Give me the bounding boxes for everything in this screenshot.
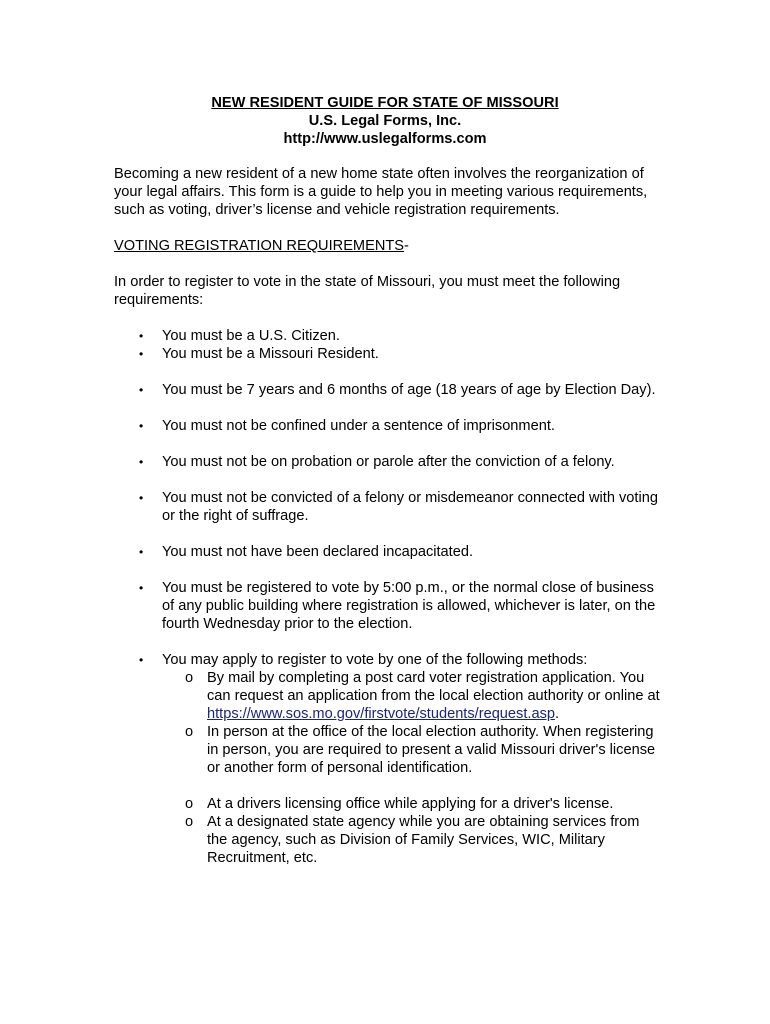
sub-bullet-icon: o bbox=[185, 670, 194, 686]
list-item bbox=[162, 723, 662, 777]
sub-bullet-icon: o bbox=[185, 814, 194, 830]
requirement-text: You must not be convicted of a felony or misdemeanor connected with voting or the right of suffrage. bbox=[162, 490, 658, 524]
voting-section-heading bbox=[114, 237, 674, 255]
list-item bbox=[114, 381, 662, 399]
document-body bbox=[114, 165, 674, 867]
requirement-text: You must not be confined under a sentence of imprisonment. bbox=[162, 418, 555, 434]
requirement-text: You must be 7 years and 6 months of age (18 years of age by Election Day). bbox=[162, 382, 656, 398]
sub-bullet-icon: o bbox=[185, 796, 194, 812]
method-in-person-text: In person at the office of the local election authority. When registering in person, you are required to present a valid Missouri driver's license or another form of personal identification. bbox=[207, 724, 656, 776]
voting-heading-suffix: - bbox=[404, 238, 409, 254]
list-item bbox=[114, 345, 662, 363]
method-mail-end: . bbox=[554, 706, 560, 722]
list-item bbox=[114, 543, 662, 561]
requirement-text: You must not have been declared incapacitated. bbox=[162, 544, 474, 560]
bullet-icon: • bbox=[139, 581, 144, 595]
document-title: NEW RESIDENT GUIDE FOR STATE OF MISSOURI bbox=[211, 95, 559, 111]
bullet-icon: • bbox=[139, 491, 144, 505]
list-item bbox=[114, 417, 662, 435]
voting-heading-text: VOTING REGISTRATION REQUIREMENTS bbox=[114, 238, 405, 254]
bullet-icon: • bbox=[139, 455, 144, 469]
bullet-icon: • bbox=[139, 653, 144, 667]
requirement-text: You must be a Missouri Resident. bbox=[162, 346, 379, 362]
bullet-icon: • bbox=[139, 545, 144, 559]
bullet-icon: • bbox=[139, 347, 144, 361]
requirement-text: You may apply to register to vote by one of the following methods: bbox=[162, 652, 588, 668]
list-item bbox=[114, 489, 662, 525]
method-state-agency-text: At a designated state agency while you are obtaining services from the agency, such as Division of Family Services, WIC, Military Recruitment, etc. bbox=[207, 814, 640, 866]
voting-lead-paragraph: In order to register to vote in the state of Missouri, you must meet the following requirements: bbox=[114, 274, 621, 308]
bullet-icon: • bbox=[139, 419, 144, 433]
list-item bbox=[114, 453, 662, 471]
requirement-text: You must not be on probation or parole after the conviction of a felony. bbox=[162, 454, 615, 470]
list-item bbox=[162, 795, 662, 813]
company-name: U.S. Legal Forms, Inc. bbox=[308, 113, 462, 129]
requirement-text: You must be registered to vote by 5:00 p.m., or the normal close of business of any public building where registration is allowed, whichever is later, on the fourth Wednesday prior to the election. bbox=[162, 580, 656, 632]
company-website: http://www.uslegalforms.com bbox=[283, 131, 487, 147]
bullet-icon: • bbox=[139, 329, 144, 343]
bullet-icon: • bbox=[139, 383, 144, 397]
intro-paragraph: Becoming a new resident of a new home state often involves the reorganization of your legal affairs. This form is a guide to help you in meeting various requirements, such as voting, driver’s license and vehicle registration requirements. bbox=[114, 166, 648, 218]
method-drivers-office-text: At a drivers licensing office while applying for a driver's license. bbox=[207, 796, 614, 812]
list-item bbox=[114, 579, 662, 633]
method-mail-text: By mail by completing a post card voter registration application. You can request an application from the local election authority or online at bbox=[207, 670, 660, 704]
document-header bbox=[0, 94, 770, 148]
requirements-list bbox=[114, 327, 674, 867]
request-application-link[interactable]: https://www.sos.mo.gov/firstvote/students/request.asp bbox=[207, 706, 555, 722]
requirement-text: You must be a U.S. Citizen. bbox=[162, 328, 340, 344]
sub-bullet-icon: o bbox=[185, 724, 194, 740]
list-item bbox=[114, 651, 662, 867]
list-item bbox=[114, 327, 662, 345]
registration-methods-list bbox=[162, 669, 662, 867]
list-item bbox=[162, 669, 662, 723]
list-item bbox=[162, 813, 662, 867]
